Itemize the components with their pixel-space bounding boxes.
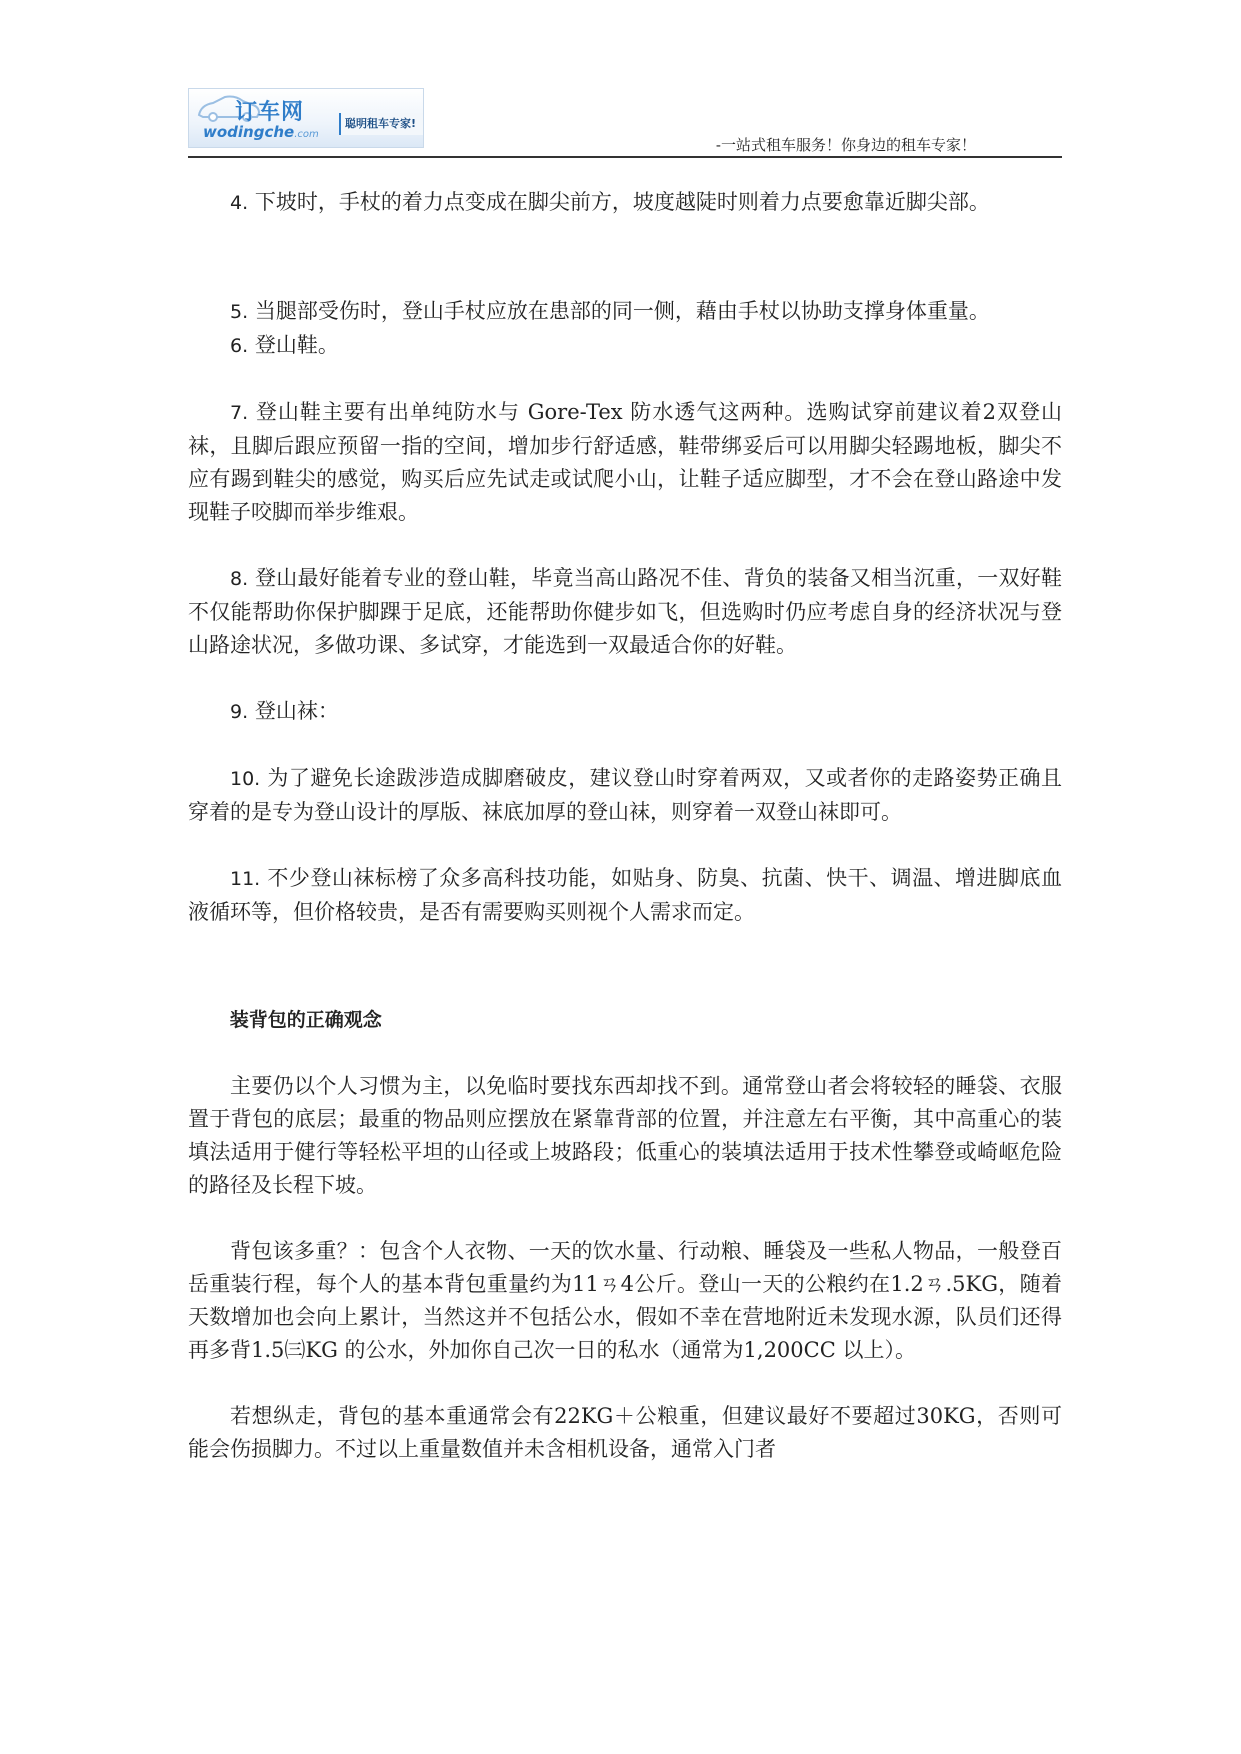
list-item: [188, 329, 1062, 363]
item-number: 9.: [230, 701, 249, 723]
header-divider: [188, 156, 1062, 158]
logo-slogan: 聪明租车专家!: [339, 113, 423, 135]
body-paragraph: 背包该多重？：包含个人衣物、一天的饮水量、行动粮、睡袋及一些私人物品，一般登百岳重装行程，每个人的基本背包重量约为11ㄢ4公斤。登山一天的公粮约在1.2ㄢ.5KG，随着天数增加也会向上累计，当然这并不包括公水，假如不幸在营地附近未发现水源，队员们还得再多背1.5㈢KG 的公水，外加你自己次一日的私水（通常为1,200CC 以上）。: [188, 1239, 1062, 1362]
item-text: 登山袜：: [248, 699, 339, 723]
item-number: 7.: [230, 402, 249, 424]
list-item: [188, 695, 1062, 729]
logo-domain-text: wodingche: [203, 123, 295, 141]
list-item: [188, 762, 1062, 829]
list-item: [188, 562, 1062, 662]
item-number: 11.: [230, 868, 261, 890]
item-text: 登山最好能着专业的登山鞋，毕竟当高山路况不佳、背负的装备又相当沉重，一双好鞋不仅能帮助你保护脚踝于足底，还能帮助你健步如飞，但选购时仍应考虑自身的经济状况与登山路途状况，多做功课、多试穿，才能选到一双最适合你的好鞋。: [188, 566, 1062, 657]
body-paragraph: 主要仍以个人习惯为主，以免临时要找东西却找不到。通常登山者会将较轻的睡袋、衣服置于背包的底层；最重的物品则应摆放在紧靠背部的位置，并注意左右平衡，其中高重心的装填法适用于健行等轻松平坦的山径或上坡路段；低重心的装填法适用于技术性攀登或崎岖危险的路径及长程下坡。: [188, 1074, 1062, 1197]
section-heading: 装背包的正确观念: [229, 1009, 382, 1031]
item-text: 为了避免长途跋涉造成脚磨破皮，建议登山时穿着两双，又或者你的走路姿势正确且穿着的是专为登山设计的厚版、袜底加厚的登山袜，则穿着一双登山袜即可。: [188, 766, 1063, 824]
logo-name: 订车网: [235, 100, 305, 125]
item-text: 不少登山袜标榜了众多高科技功能，如贴身、防臭、抗菌、快干、调温、增进脚底血液循环等，但价格较贵，是否有需要购买则视个人需求而定。: [188, 866, 1063, 924]
body-paragraph: 若想纵走，背包的基本重通常会有22KG＋公粮重，但建议最好不要超过30KG，否则可能会伤损脚力。不过以上重量数值并未含相机设备，通常入门者: [188, 1404, 1062, 1461]
logo-domain-suffix: .com: [294, 129, 319, 140]
item-number: 6.: [230, 335, 249, 357]
list-item: [188, 396, 1062, 529]
item-text: 登山鞋。: [248, 333, 339, 357]
item-text: 下坡时，手杖的着力点变成在脚尖前方，坡度越陡时则着力点要愈靠近脚尖部。: [248, 190, 990, 214]
item-number: 10.: [230, 768, 261, 790]
header-tagline: -一站式租车服务！你身边的租车专家！: [715, 136, 976, 154]
list-item: [188, 186, 1062, 220]
logo-domain: [203, 123, 319, 141]
item-number: 5.: [230, 301, 249, 323]
page-header: [188, 88, 1062, 158]
list-item: [188, 862, 1062, 929]
item-text: 当腿部受伤时，登山手杖应放在患部的同一侧，藉由手杖以协助支撑身体重量。: [248, 299, 990, 323]
site-logo[interactable]: [188, 88, 424, 148]
item-number: 8.: [230, 568, 249, 590]
item-number: 4.: [230, 192, 249, 214]
item-text: 登山鞋主要有出单纯防水与 Gore-Tex 防水透气这两种。选购试穿前建议着2双登山袜，且脚后跟应预留一指的空间，增加步行舒适感，鞋带绑妥后可以用脚尖轻踢地板，脚尖不应有踢到鞋尖的感觉，购买后应先试走或试爬小山，让鞋子适应脚型，才不会在登山路途中发现鞋子咬脚而举步维艰。: [188, 400, 1062, 524]
document-body: [188, 186, 1062, 1466]
list-item: [188, 295, 1062, 329]
